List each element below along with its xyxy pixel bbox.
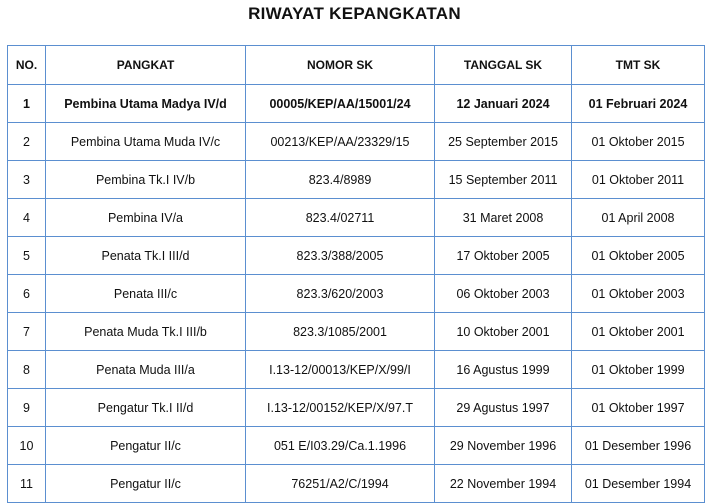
cell-nomor-sk: I.13-12/00013/KEP/X/99/I: [246, 351, 435, 389]
cell-no: 7: [8, 313, 46, 351]
cell-tmt-sk: 01 Oktober 2005: [572, 237, 705, 275]
cell-tmt-sk: 01 Oktober 2003: [572, 275, 705, 313]
cell-pangkat: Penata Muda III/a: [46, 351, 246, 389]
cell-tanggal-sk: 29 November 1996: [435, 427, 572, 465]
cell-pangkat: Penata Muda Tk.I III/b: [46, 313, 246, 351]
table-row: [8, 313, 705, 351]
table-row: [8, 237, 705, 275]
cell-tmt-sk: 01 Oktober 1997: [572, 389, 705, 427]
cell-tmt-sk: 01 Desember 1994: [572, 465, 705, 503]
cell-nomor-sk: 823.4/8989: [246, 161, 435, 199]
cell-tanggal-sk: 06 Oktober 2003: [435, 275, 572, 313]
cell-nomor-sk: 051 E/I03.29/Ca.1.1996: [246, 427, 435, 465]
cell-tanggal-sk: 31 Maret 2008: [435, 199, 572, 237]
cell-no: 1: [8, 85, 46, 123]
table-header-row: [8, 46, 705, 85]
cell-tanggal-sk: 22 November 1994: [435, 465, 572, 503]
cell-no: 11: [8, 465, 46, 503]
cell-tanggal-sk: 25 September 2015: [435, 123, 572, 161]
header-tmt-sk: TMT SK: [572, 46, 705, 85]
cell-pangkat: Penata III/c: [46, 275, 246, 313]
header-pangkat: PANGKAT: [46, 46, 246, 85]
rank-history-table: [7, 45, 705, 503]
table-body: [8, 85, 705, 503]
header-nomor-sk: NOMOR SK: [246, 46, 435, 85]
cell-pangkat: Penata Tk.I III/d: [46, 237, 246, 275]
table-row: [8, 351, 705, 389]
table-row: [8, 275, 705, 313]
cell-no: 6: [8, 275, 46, 313]
cell-tanggal-sk: 17 Oktober 2005: [435, 237, 572, 275]
cell-no: 3: [8, 161, 46, 199]
cell-tanggal-sk: 29 Agustus 1997: [435, 389, 572, 427]
cell-nomor-sk: 00005/KEP/AA/15001/24: [246, 85, 435, 123]
cell-tmt-sk: 01 Oktober 1999: [572, 351, 705, 389]
table-row: [8, 161, 705, 199]
cell-pangkat: Pembina Utama Madya IV/d: [46, 85, 246, 123]
cell-tmt-sk: 01 Oktober 2015: [572, 123, 705, 161]
cell-no: 8: [8, 351, 46, 389]
cell-pangkat: Pembina Utama Muda IV/c: [46, 123, 246, 161]
cell-nomor-sk: 00213/KEP/AA/23329/15: [246, 123, 435, 161]
cell-pangkat: Pembina IV/a: [46, 199, 246, 237]
cell-tmt-sk: 01 April 2008: [572, 199, 705, 237]
table-row: [8, 199, 705, 237]
cell-tanggal-sk: 16 Agustus 1999: [435, 351, 572, 389]
cell-no: 9: [8, 389, 46, 427]
page-title: RIWAYAT KEPANGKATAN: [248, 4, 461, 23]
cell-tanggal-sk: 12 Januari 2024: [435, 85, 572, 123]
cell-pangkat: Pengatur II/c: [46, 465, 246, 503]
table-row: [8, 389, 705, 427]
cell-tmt-sk: 01 Oktober 2011: [572, 161, 705, 199]
cell-no: 2: [8, 123, 46, 161]
cell-pangkat: Pengatur II/c: [46, 427, 246, 465]
cell-nomor-sk: I.13-12/00152/KEP/X/97.T: [246, 389, 435, 427]
cell-tanggal-sk: 10 Oktober 2001: [435, 313, 572, 351]
table-row: [8, 427, 705, 465]
cell-pangkat: Pembina Tk.I IV/b: [46, 161, 246, 199]
cell-nomor-sk: 76251/A2/C/1994: [246, 465, 435, 503]
cell-nomor-sk: 823.3/620/2003: [246, 275, 435, 313]
cell-no: 4: [8, 199, 46, 237]
table-row: [8, 123, 705, 161]
cell-nomor-sk: 823.3/1085/2001: [246, 313, 435, 351]
cell-no: 10: [8, 427, 46, 465]
cell-tmt-sk: 01 Oktober 2001: [572, 313, 705, 351]
header-no: NO.: [8, 46, 46, 85]
cell-tanggal-sk: 15 September 2011: [435, 161, 572, 199]
cell-nomor-sk: 823.3/388/2005: [246, 237, 435, 275]
header-tanggal-sk: TANGGAL SK: [435, 46, 572, 85]
cell-tmt-sk: 01 Februari 2024: [572, 85, 705, 123]
cell-tmt-sk: 01 Desember 1996: [572, 427, 705, 465]
cell-nomor-sk: 823.4/02711: [246, 199, 435, 237]
table-row: [8, 465, 705, 503]
cell-pangkat: Pengatur Tk.I II/d: [46, 389, 246, 427]
table-row: [8, 85, 705, 123]
cell-no: 5: [8, 237, 46, 275]
